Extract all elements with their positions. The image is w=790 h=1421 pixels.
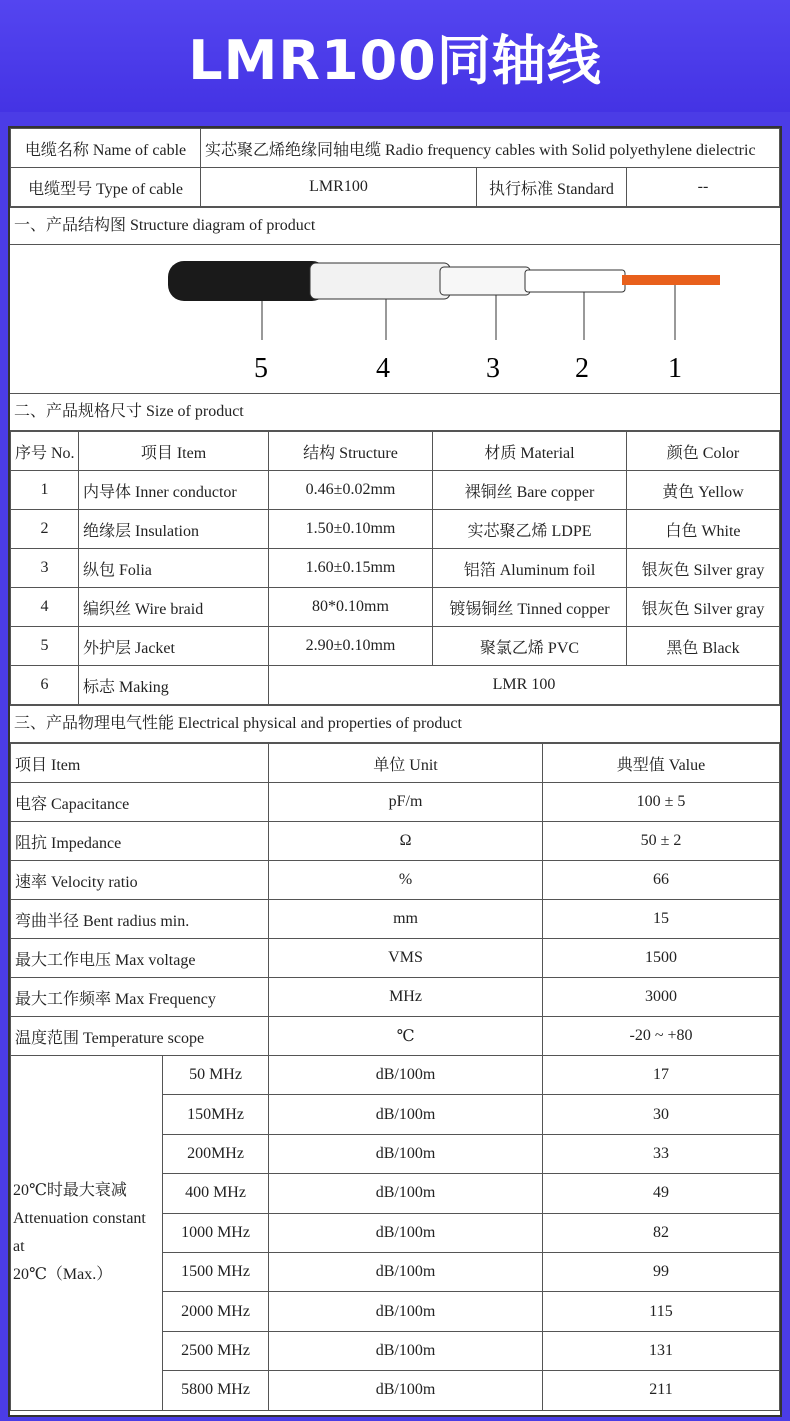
cable-illustration [10,245,780,393]
cell: 0.46±0.02mm [269,471,433,510]
cell: 纵包 Folia [79,549,269,588]
col-item: 项目 Item [11,744,269,783]
cell: 速率 Velocity ratio [11,861,269,900]
cell: 绝缘层 Insulation [79,510,269,549]
cell: 2500 MHz [163,1331,269,1370]
col-material: 材质 Material [433,432,627,471]
col-unit: 单位 Unit [269,744,543,783]
attenuation-row [11,1056,780,1095]
cell: 银灰色 Silver gray [627,549,780,588]
cell: 1500 [543,939,780,978]
cell: 5800 MHz [163,1371,269,1410]
cell: dB/100m [269,1174,543,1213]
cell: 1 [11,471,79,510]
table-row [11,783,780,822]
cell: pF/m [269,783,543,822]
label-2: 2 [575,353,589,384]
cell: dB/100m [269,1095,543,1134]
col-item: 项目 Item [79,432,269,471]
cell: Ω [269,822,543,861]
structure-diagram [10,245,780,393]
cell: % [269,861,543,900]
attenuation-label [11,1056,163,1411]
type-label: 电缆型号 Type of cable [11,168,201,207]
cell: 4 [11,588,79,627]
foil-layer [440,267,530,295]
table-row [11,939,780,978]
table-row [11,978,780,1017]
cell: dB/100m [269,1213,543,1252]
cell: 聚氯乙烯 PVC [433,627,627,666]
cell: 99 [543,1252,780,1291]
cell: 1.60±0.15mm [269,549,433,588]
cell: dB/100m [269,1292,543,1331]
cell: MHz [269,978,543,1017]
cell: 2.90±0.10mm [269,627,433,666]
cell: 100 ± 5 [543,783,780,822]
cell: 1.50±0.10mm [269,510,433,549]
cell: ℃ [269,1017,543,1056]
type-value: LMR100 [201,168,477,207]
cell: 内导体 Inner conductor [79,471,269,510]
cell: dB/100m [269,1134,543,1173]
info-table [10,128,780,207]
cell: 80*0.10mm [269,588,433,627]
cell: 6 [11,666,79,705]
cell: 17 [543,1056,780,1095]
table-row [11,627,780,666]
cell: 3 [11,549,79,588]
name-label: 电缆名称 Name of cable [11,129,201,168]
cell: 电容 Capacitance [11,783,269,822]
cell: 115 [543,1292,780,1331]
cell: 黑色 Black [627,627,780,666]
cell: 白色 White [627,510,780,549]
cell: 33 [543,1134,780,1173]
table-row [11,510,780,549]
label-1: 1 [668,353,682,384]
standard-value: -- [627,168,780,207]
page-title: LMR100同轴线 [188,28,602,92]
cell: 弯曲半径 Bent radius min. [11,900,269,939]
cell: 131 [543,1331,780,1370]
standard-label: 执行标准 Standard [477,168,627,207]
cell: dB/100m [269,1371,543,1410]
col-structure: 结构 Structure [269,432,433,471]
cell: 最大工作电压 Max voltage [11,939,269,978]
cell: 裸铜丝 Bare copper [433,471,627,510]
cell: 66 [543,861,780,900]
cell: 实芯聚乙烯 LDPE [433,510,627,549]
table-row [11,900,780,939]
attenuation-label-line: 20℃时最大衰减 [13,1181,127,1199]
cell: 阻抗 Impedance [11,822,269,861]
cell: 2000 MHz [163,1292,269,1331]
cell: 200MHz [163,1134,269,1173]
section3-title: 三、产品物理电气性能 Electrical physical and properties of product [10,705,780,743]
cell: 标志 Making [79,666,269,705]
cell: 黄色 Yellow [627,471,780,510]
insulation-layer [525,270,625,292]
cell: 1500 MHz [163,1252,269,1291]
cell: 15 [543,900,780,939]
conductor-core [622,275,720,285]
page-header [0,0,790,112]
cell: 外护层 Jacket [79,627,269,666]
size-table [10,431,780,705]
cell: 3000 [543,978,780,1017]
cell: 2 [11,510,79,549]
cell: 150MHz [163,1095,269,1134]
properties-table [10,743,780,1411]
label-4: 4 [376,353,390,384]
col-value: 典型值 Value [543,744,780,783]
cell: 211 [543,1371,780,1410]
cell: 银灰色 Silver gray [627,588,780,627]
table-row [11,549,780,588]
name-value: 实芯聚乙烯绝缘同轴电缆 Radio frequency cables with Solid polyethylene dielectric [201,129,780,168]
table-row [11,1017,780,1056]
cell: 铝箔 Aluminum foil [433,549,627,588]
cell: dB/100m [269,1252,543,1291]
col-color: 颜色 Color [627,432,780,471]
cell: 5 [11,627,79,666]
cell: 30 [543,1095,780,1134]
spec-sheet [8,126,782,1417]
table-row [11,822,780,861]
cell: -20 ~ +80 [543,1017,780,1056]
label-3: 3 [486,353,500,384]
col-no: 序号 No. [11,432,79,471]
cell: 50 MHz [163,1056,269,1095]
jacket-layer [168,261,328,301]
cell: 最大工作频率 Max Frequency [11,978,269,1017]
label-5: 5 [254,353,268,384]
cell: 温度范围 Temperature scope [11,1017,269,1056]
attenuation-label-line: Attenuation constant at [13,1209,146,1255]
cell: 50 ± 2 [543,822,780,861]
cell: 49 [543,1174,780,1213]
section2-title: 二、产品规格尺寸 Size of product [10,393,780,431]
cell: VMS [269,939,543,978]
table-row [11,666,780,705]
cell: 82 [543,1213,780,1252]
table-row [11,861,780,900]
cell: LMR 100 [269,666,780,705]
cell: mm [269,900,543,939]
cell: 400 MHz [163,1174,269,1213]
table-row [11,588,780,627]
braid-layer [310,263,450,299]
cell: dB/100m [269,1331,543,1370]
cell: dB/100m [269,1056,543,1095]
cell: 1000 MHz [163,1213,269,1252]
cell: 镀锡铜丝 Tinned copper [433,588,627,627]
cell: 编织丝 Wire braid [79,588,269,627]
section1-title: 一、产品结构图 Structure diagram of product [10,207,780,245]
attenuation-label-line: 20℃（Max.） [13,1265,113,1283]
table-row [11,471,780,510]
